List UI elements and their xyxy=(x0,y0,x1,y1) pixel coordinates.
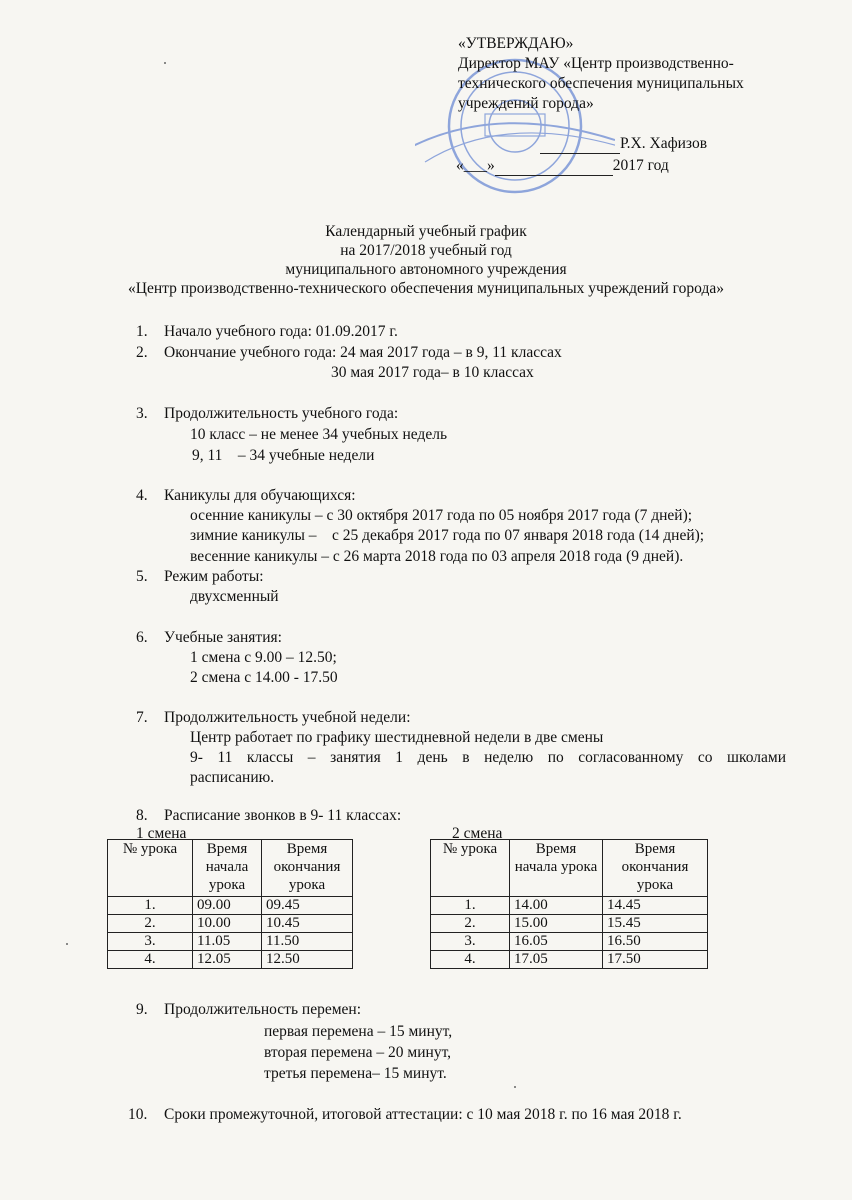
item-7-sub: 9- 11 классы – занятия 1 день в неделю по согласованному со школами расписанию. xyxy=(190,749,786,786)
item-text: Продолжительность учебного года: xyxy=(164,405,399,422)
item-text: Режим работы: xyxy=(164,568,264,585)
shift-2-label: 2 смена xyxy=(452,825,503,842)
cell-start: 09.00 xyxy=(193,897,262,915)
cell-start: 12.05 xyxy=(193,951,262,969)
title-line: на 2017/2018 учебный год xyxy=(340,242,512,259)
item-text: Сроки промежуточной, итоговой аттестации: с 10 мая 2018 г. по 16 мая 2018 г. xyxy=(164,1106,682,1123)
table-row xyxy=(108,951,353,969)
approval-header: «УТВЕРЖДАЮ» xyxy=(458,35,574,52)
cell-lesson: 1. xyxy=(431,897,510,915)
cell-end: 14.45 xyxy=(603,897,708,915)
cell-end: 17.50 xyxy=(603,951,708,969)
list-item-5 xyxy=(136,567,264,587)
item-number: 10. xyxy=(128,1106,148,1123)
item-3-sub: 10 класс – не менее 34 учебных недель xyxy=(190,426,448,443)
cell-lesson: 2. xyxy=(108,915,193,933)
cell-start: 11.05 xyxy=(193,933,262,951)
date-year: 2017 год xyxy=(612,157,669,174)
col-header-lesson: № урока xyxy=(108,840,193,897)
item-text: Окончание учебного года: 24 мая 2017 года – в 9, 11 классах xyxy=(164,344,562,361)
table-row xyxy=(108,933,353,951)
item-9-sub: первая перемена – 15 минут, xyxy=(264,1023,453,1040)
item-number: 5. xyxy=(136,568,148,585)
item-4-sub: осенние каникулы – с 30 октября 2017 года по 05 ноября 2017 года (7 дней); xyxy=(190,507,693,524)
scan-speck xyxy=(66,943,68,945)
cell-lesson: 4. xyxy=(108,951,193,969)
approval-line: Директор МАУ «Центр производственно- xyxy=(458,55,734,72)
item-2-continuation: 30 мая 2017 года– в 10 классах xyxy=(331,364,534,381)
item-4-sub: зимние каникулы – с 25 декабря 2017 года по 07 января 2018 года (14 дней); xyxy=(190,527,705,544)
col-header-end: Время окончания урока xyxy=(262,840,353,897)
item-9-sub: третья перемена– 15 минут. xyxy=(264,1065,447,1082)
cell-start: 17.05 xyxy=(510,951,603,969)
date-close-quote: » xyxy=(487,157,495,174)
item-text: Продолжительность перемен: xyxy=(164,1001,361,1018)
item-text: Начало учебного года: 01.09.2017 г. xyxy=(164,323,398,340)
date-open-quote: «___ xyxy=(456,157,487,174)
table-row xyxy=(431,915,708,933)
table-row xyxy=(431,951,708,969)
scan-speck xyxy=(164,62,166,64)
item-4-sub: весенние каникулы – с 26 марта 2018 года по 03 апреля 2018 года (9 дней). xyxy=(190,548,684,565)
scan-speck xyxy=(514,1086,516,1088)
col-header-lesson: № урока xyxy=(431,840,510,897)
document-title xyxy=(0,222,852,298)
cell-lesson: 2. xyxy=(431,915,510,933)
table-header-row xyxy=(108,840,353,897)
item-text: Продолжительность учебной недели: xyxy=(164,709,411,726)
col-header-start: Время начала урока xyxy=(510,840,603,897)
cell-lesson: 3. xyxy=(108,933,193,951)
list-item-10 xyxy=(128,1105,682,1125)
list-item-2 xyxy=(136,343,562,363)
cell-end: 15.45 xyxy=(603,915,708,933)
signature-row xyxy=(540,134,707,154)
list-item-4 xyxy=(136,486,356,506)
cell-end: 16.50 xyxy=(603,933,708,951)
col-header-start: Время начала урока xyxy=(193,840,262,897)
cell-end: 11.50 xyxy=(262,933,353,951)
item-text: Каникулы для обучающихся: xyxy=(164,487,356,504)
title-line: муниципального автономного учреждения xyxy=(285,261,567,278)
bells-table-shift-1 xyxy=(107,839,353,969)
date-line xyxy=(495,175,613,176)
item-number: 2. xyxy=(136,344,148,361)
cell-end: 10.45 xyxy=(262,915,353,933)
signatory-name: Р.Х. Хафизов xyxy=(620,135,708,152)
signature-line xyxy=(540,153,620,154)
table-header-row xyxy=(431,840,708,897)
item-number: 7. xyxy=(136,709,148,726)
item-7-sub: Центр работает по графику шестидневной недели в две смены xyxy=(190,729,604,746)
cell-lesson: 3. xyxy=(431,933,510,951)
item-number: 1. xyxy=(136,323,148,340)
item-number: 8. xyxy=(136,807,148,824)
shift-1-label: 1 смена xyxy=(136,825,187,842)
list-item-8 xyxy=(136,806,401,826)
title-line: Календарный учебный график xyxy=(325,223,527,240)
list-item-7 xyxy=(136,708,411,728)
item-9-sub: вторая перемена – 20 минут, xyxy=(264,1044,452,1061)
cell-start: 16.05 xyxy=(510,933,603,951)
col-header-end: Время окончания урока xyxy=(603,840,708,897)
bells-table-shift-2 xyxy=(430,839,708,969)
item-6-sub: 1 смена с 9.00 – 12.50; xyxy=(190,649,337,666)
list-item-3 xyxy=(136,404,398,424)
title-line: «Центр производственно-технического обеспечения муниципальных учреждений города» xyxy=(128,280,724,297)
item-number: 4. xyxy=(136,487,148,504)
item-text: Расписание звонков в 9- 11 классах: xyxy=(164,807,402,824)
item-number: 6. xyxy=(136,629,148,646)
cell-lesson: 1. xyxy=(108,897,193,915)
cell-end: 12.50 xyxy=(262,951,353,969)
table-row xyxy=(108,915,353,933)
list-item-6 xyxy=(136,628,282,648)
cell-end: 09.45 xyxy=(262,897,353,915)
item-6-sub: 2 смена с 14.00 - 17.50 xyxy=(190,669,338,686)
cell-start: 10.00 xyxy=(193,915,262,933)
approval-line: учреждений города» xyxy=(458,95,594,112)
item-number: 3. xyxy=(136,405,148,422)
list-item-1 xyxy=(136,322,398,342)
approval-block xyxy=(458,34,798,114)
cell-start: 15.00 xyxy=(510,915,603,933)
date-row xyxy=(456,156,669,176)
cell-lesson: 4. xyxy=(431,951,510,969)
table-row xyxy=(431,933,708,951)
table-row xyxy=(108,897,353,915)
item-5-sub: двухсменный xyxy=(190,588,279,605)
list-item-9 xyxy=(136,1000,361,1020)
item-3-sub: 9, 11 – 34 учебные недели xyxy=(192,447,375,464)
table-row xyxy=(431,897,708,915)
approval-line: технического обеспечения муниципальных xyxy=(458,75,744,92)
item-text: Учебные занятия: xyxy=(164,629,282,646)
item-number: 9. xyxy=(136,1001,148,1018)
cell-start: 14.00 xyxy=(510,897,603,915)
